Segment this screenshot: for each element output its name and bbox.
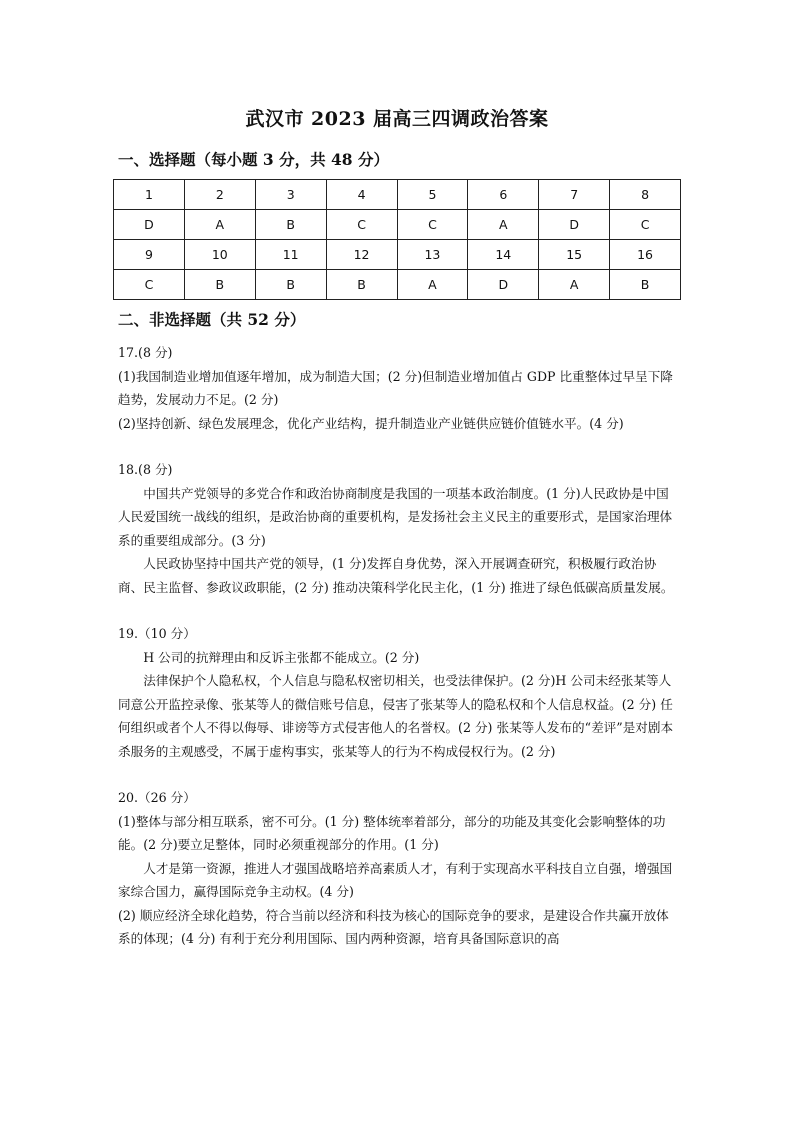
question-number-cell: 4 xyxy=(326,180,397,210)
question-number-cell: 9 xyxy=(114,240,185,270)
answer-cell: A xyxy=(397,270,468,300)
q17-part1: (1)我国制造业增加值逐年增加，成为制造大国；(2 分)但制造业增加值占 GDP 比重整体过早呈下降趋势，发展动力不足。(2 分) xyxy=(118,368,673,407)
answers-body xyxy=(118,341,680,951)
answer-cell: A xyxy=(539,270,610,300)
answer-cell: B xyxy=(255,270,326,300)
document-title: 武汉市 2023 届高三四调政治答案 xyxy=(245,108,549,130)
table-row-answers xyxy=(114,270,681,300)
section2-heading: 二、非选择题（共 52 分） xyxy=(118,310,306,329)
answer-table xyxy=(113,179,681,300)
answer-cell: C xyxy=(610,210,681,240)
answer-cell: B xyxy=(184,270,255,300)
q19-para2: 法律保护个人隐私权，个人信息与隐私权密切相关，也受法律保护。(2 分)H 公司未经张某等人同意公开监控录像、张某等人的微信账号信息，侵害了张某等人的隐私权和个人信息权益。(2 分) 任何组织或者个人不得以侮辱、诽谤等方式侵害他人的名誉权。(2 分) 张某等人发布的“差评”是对剧本杀服务的主观感受，不属于虚构事实，张某等人的行为不构成侵权行为。(2 分) xyxy=(118,673,674,759)
q20-head: 20.（26 分） xyxy=(118,790,196,805)
q20-part2: (2) 顺应经济全球化趋势，符合当前以经济和科技为核心的国际竞争的要求，是建设合作共赢开放体系的体现；(4 分) 有利于充分利用国际、国内两种资源，培育具备国际意识的高 xyxy=(118,907,669,946)
question-number-cell: 13 xyxy=(397,240,468,270)
answer-cell: D xyxy=(114,210,185,240)
q19-para1: H 公司的抗辩理由和反诉主张都不能成立。(2 分) xyxy=(143,649,420,665)
answer-cell: D xyxy=(539,210,610,240)
answer-cell: B xyxy=(610,270,681,300)
q18-para1: 中国共产党领导的多党合作和政治协商制度是我国的一项基本政治制度。(1 分)人民政协是中国人民爱国统一战线的组织，是政治协商的重要机构，是发扬社会主义民主的重要形式，是国家治理体系的重要组成部分。(3 分) xyxy=(118,485,673,548)
q17-head: 17.(8 分) xyxy=(118,345,173,360)
question-number-cell: 8 xyxy=(610,180,681,210)
q20-part1: (1)整体与部分相互联系，密不可分。(1 分) 整体统率着部分，部分的功能及其变化会影响整体的功能。(2 分)要立足整体，同时必须重视部分的作用。(1 分) xyxy=(118,813,666,852)
table-row-question-numbers xyxy=(114,240,681,270)
question-number-cell: 14 xyxy=(468,240,539,270)
answer-cell: C xyxy=(326,210,397,240)
question-number-cell: 7 xyxy=(539,180,610,210)
answer-cell: C xyxy=(397,210,468,240)
question-number-cell: 1 xyxy=(114,180,185,210)
section1-heading: 一、选择题（每小题 3 分，共 48 分） xyxy=(118,150,389,169)
table-row-question-numbers xyxy=(114,180,681,210)
q20-para2: 人才是第一资源，推进人才强国战略培养高素质人才，有利于实现高水平科技自立自强，增强国家综合国力，赢得国际竞争主动权。(4 分) xyxy=(118,860,673,899)
question-number-cell: 12 xyxy=(326,240,397,270)
table-row-answers xyxy=(114,210,681,240)
answer-cell: A xyxy=(184,210,255,240)
answer-cell: B xyxy=(255,210,326,240)
question-number-cell: 15 xyxy=(539,240,610,270)
question-number-cell: 10 xyxy=(184,240,255,270)
q18-head: 18.(8 分) xyxy=(118,462,173,477)
answer-cell: A xyxy=(468,210,539,240)
question-number-cell: 6 xyxy=(468,180,539,210)
q18-para2: 人民政协坚持中国共产党的领导，(1 分)发挥自身优势，深入开展调查研究，积极履行政治协商、民主监督、参政议政职能，(2 分) 推动决策科学化民主化，(1 分) 推进了绿色低碳高质量发展。 xyxy=(118,556,674,595)
answer-cell: C xyxy=(114,270,185,300)
answer-cell: D xyxy=(468,270,539,300)
q19-head: 19.（10 分） xyxy=(118,626,196,641)
question-number-cell: 5 xyxy=(397,180,468,210)
answer-cell: B xyxy=(326,270,397,300)
question-number-cell: 3 xyxy=(255,180,326,210)
question-number-cell: 11 xyxy=(255,240,326,270)
question-number-cell: 16 xyxy=(610,240,681,270)
question-number-cell: 2 xyxy=(184,180,255,210)
q17-part2: (2)坚持创新、绿色发展理念，优化产业结构，提升制造业产业链供应链价值链水平。(4 分) xyxy=(118,415,624,431)
